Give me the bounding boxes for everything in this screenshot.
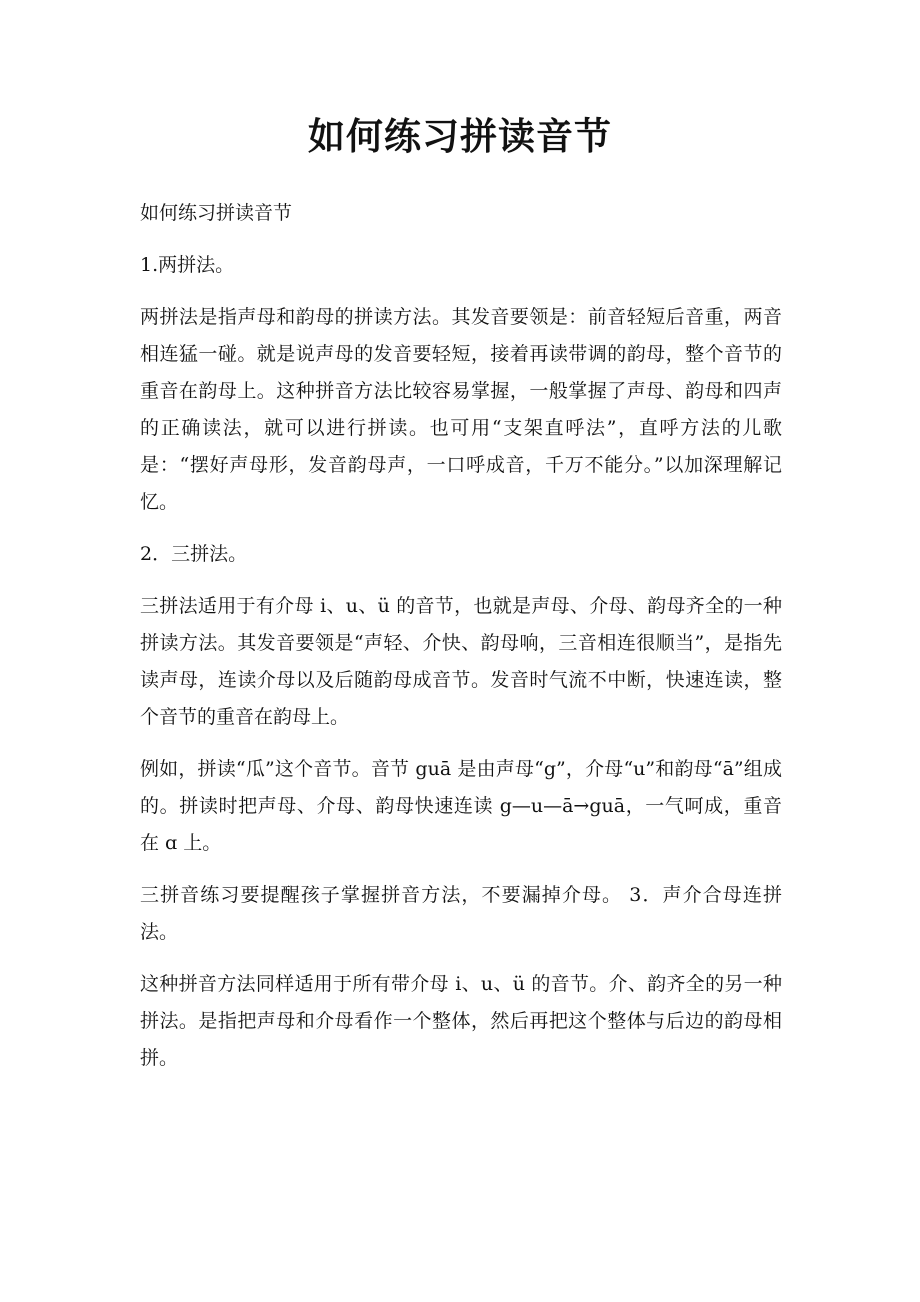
paragraph-heading-two-spell: 1.两拼法。 xyxy=(140,254,235,276)
paragraph-two-spell-body: 两拼法是指声母和韵母的拼读方法。其发音要领是：前音轻短后音重，两音相连猛一碰。就是说声母的发音要轻短，接着再读带调的韵母，整个音节的重音在韵母上。这种拼音方法比较容易掌握，一般掌握了声母、韵母和四声的正确读法，就可以进行拼读。也可用“支架直呼法”，直呼方法的儿歌是：“摆好声母形，发音韵母声，一口呼成音，千万不能分。”以加深理解记忆。 xyxy=(140,306,782,513)
document-body xyxy=(140,195,782,1092)
paragraph-three-spell-tip: 三拼音练习要提醒孩子掌握拼音方法，不要漏掉介母。 3．声介合母连拼法。 xyxy=(140,884,782,943)
paragraph-three-spell-body: 三拼法适用于有介母 i、u、ü 的音节，也就是声母、介母、韵母齐全的一种拼读方法。其发音要领是“声轻、介快、韵母响，三音相连很顺当”，是指先读声母，连读介母以及后随韵母成音节。发音时气流不中断，快速连读，整个音节的重音在韵母上。 xyxy=(140,595,782,728)
paragraph-example: 例如，拼读“瓜”这个音节。音节 guā 是由声母“g”，介母“u”和韵母“ā”组成的。拼读时把声母、介母、韵母快速连读 g—u—ā→guā，一气呵成，重音在 ɑ 上。 xyxy=(140,758,782,854)
paragraph-subtitle: 如何练习拼读音节 xyxy=(140,202,293,224)
paragraph-combined-spell-body: 这种拼音方法同样适用于所有带介母 i、u、ü 的音节。介、韵齐全的另一种拼法。是指把声母和介母看作一个整体，然后再把这个整体与后边的韵母相拼。 xyxy=(140,973,782,1069)
document-title: 如何练习拼读音节 xyxy=(308,114,612,158)
paragraph-heading-three-spell: 2．三拼法。 xyxy=(140,543,248,565)
